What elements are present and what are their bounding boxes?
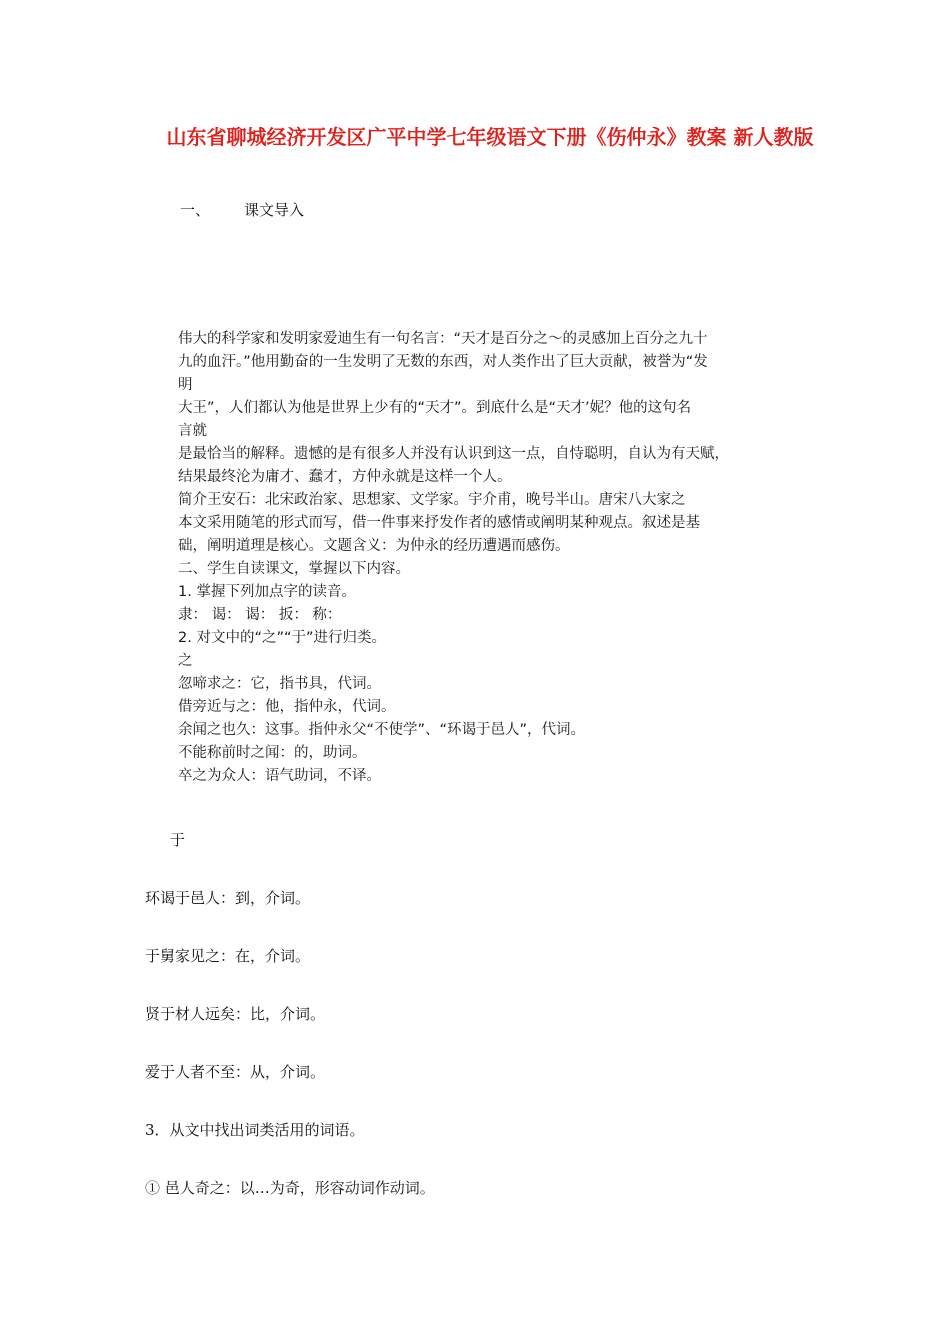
section-one-heading bbox=[180, 200, 304, 220]
text-line: 是最恰当的解释。遗憾的是有很多人并没有认识到这一点，自恃聪明，自认为有天赋， bbox=[178, 446, 729, 462]
text-line: 隶： 谒： 谒： 扳： 称： bbox=[178, 607, 342, 623]
text-line: 之 bbox=[178, 653, 193, 669]
document-title: 山东省聊城经济开发区广平中学七年级语文下册《伤仲永》教案 新人教版 bbox=[166, 125, 814, 149]
text-line: 二、学生自读课文，掌握以下内容。 bbox=[178, 561, 410, 577]
yu-usage-list bbox=[145, 888, 435, 1236]
text-line: 九的血汗。”他用勤奋的一生发明了无数的东西，对人类作出了巨大贡献，被誉为“发 bbox=[178, 354, 708, 370]
text-line: 余闻之也久：这事。指仲永父“不使学”、“环谒于邑人”，代词。 bbox=[178, 722, 586, 738]
section-one-number: 一、 bbox=[180, 201, 211, 219]
text-line: 1. 掌握下列加点字的读音。 bbox=[178, 584, 356, 600]
text-line: 不能称前时之闻：的，助词。 bbox=[178, 745, 367, 761]
list-item: 3．从文中找出词类活用的词语。 bbox=[145, 1121, 365, 1139]
text-line: 卒之为众人：语气助词，不译。 bbox=[178, 768, 381, 784]
text-line: 忽啼求之：它，指书具，代词。 bbox=[178, 676, 381, 692]
text-line: 础，阐明道理是核心。文题含义：为仲永的经历遭遇而感伤。 bbox=[178, 538, 570, 554]
yu-heading: 于 bbox=[170, 831, 186, 849]
text-line: 伟大的科学家和发明家爱迪生有一句名言：“天才是百分之～的灵感加上百分之九十 bbox=[178, 331, 708, 347]
text-line: 简介王安石：北宋政治家、思想家、文学家。宇介甫，晚号半山。唐宋八大家之 bbox=[178, 492, 686, 508]
text-line: 明 bbox=[178, 377, 193, 393]
text-line: 本文采用随笔的形式而写，借一件事来抒发作者的感情或阐明某种观点。叙述是基 bbox=[178, 515, 700, 531]
list-item: 于舅家见之：在，介词。 bbox=[145, 947, 311, 965]
text-line: 2. 对文中的“之”“于”进行归类。 bbox=[178, 630, 386, 646]
text-line: 借旁近与之：他，指仲永，代词。 bbox=[178, 699, 396, 715]
list-item: 环谒于邑人：到，介词。 bbox=[145, 889, 311, 907]
text-line: 大王”，人们都认为他是世界上少有的“天才”。到底什么是“天才’妮？他的这句名 bbox=[178, 400, 692, 416]
section-one-label: 课文导入 bbox=[244, 201, 305, 219]
list-item: ① 邑人奇之：以…为奇，形容动词作动词。 bbox=[145, 1179, 435, 1197]
text-line: 言就 bbox=[178, 423, 207, 439]
scanned-text-block bbox=[178, 328, 788, 788]
text-line: 结果最终沦为庸才、蠢才，方仲永就是这样一个人。 bbox=[178, 469, 512, 485]
list-item: 爱于人者不至：从，介词。 bbox=[145, 1063, 326, 1081]
list-item: 贤于材人远矣：比，介词。 bbox=[145, 1005, 326, 1023]
